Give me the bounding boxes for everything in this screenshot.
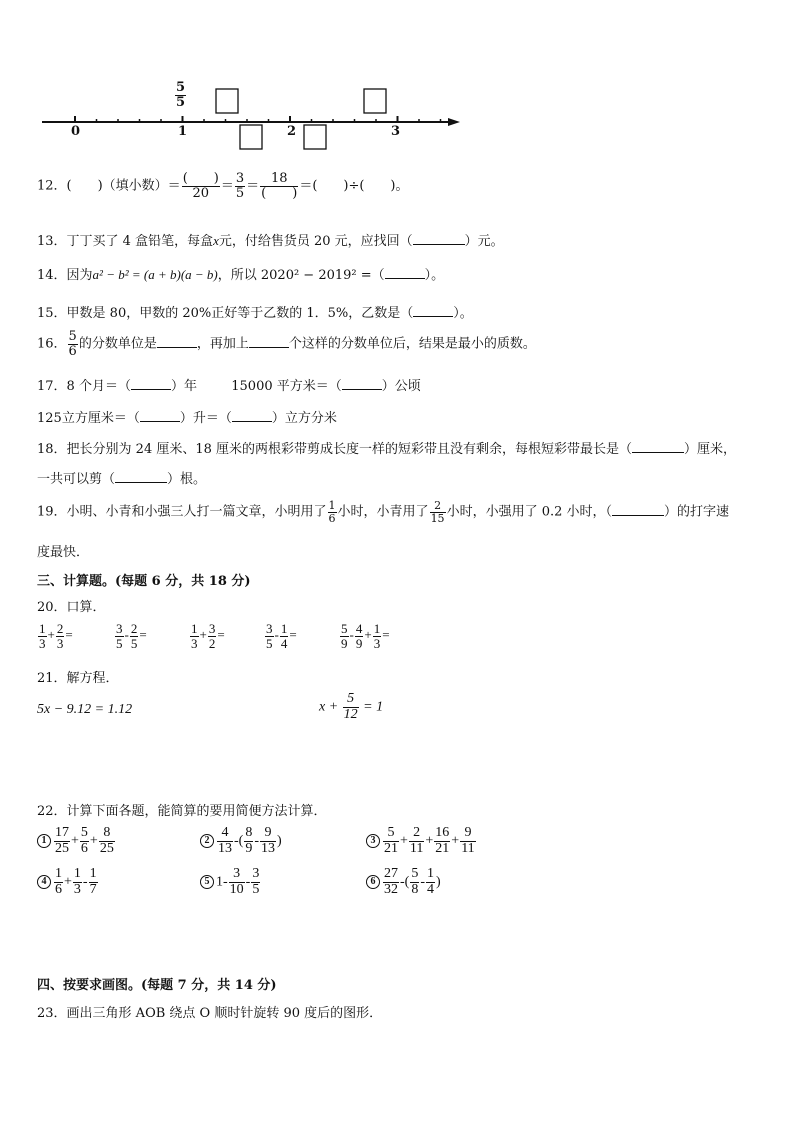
calc-4: 4 $\frac{1}{6}$ + $\frac{1}{3}$ - $\frac{1}{7}$ — [37, 867, 99, 897]
question-16: 16． $\frac{5}{6}$ 的分数单位是 ，再加上 个这样的分数单位后，结果是最小的质数。 — [37, 329, 536, 359]
question-17b: 125立方厘米＝（ ）升＝（ ）立方分米 — [37, 411, 337, 426]
tick-label-0: 0 — [71, 124, 81, 139]
calc-3: 3 $\frac{5}{21}$ + $\frac{2}{11}$ + $\frac{16}{21}$ + $\frac{9}{11}$ — [366, 826, 477, 856]
answer-blank[interactable] — [140, 409, 180, 422]
answer-blank[interactable] — [632, 440, 684, 453]
tick-label-2: 2 — [287, 124, 297, 139]
tick-label-1: 1 — [178, 124, 188, 139]
numberline-fraction: $\frac{5}{5}$ — [176, 80, 186, 110]
answer-blank[interactable] — [413, 304, 453, 317]
question-23-title: 23．画出三角形 AOB 绕点 O 顺时针旋转 90 度后的图形． — [37, 1006, 383, 1021]
oral-calc-5: $\frac{5}{9}$ - $\frac{4}{9}$ + $\frac{1}{3}$ = — [341, 621, 390, 651]
answer-blank[interactable] — [249, 335, 289, 348]
calc-2: 2 $\frac{4}{13}$ -( $\frac{8}{9}$ - $\frac{9}{13}$ ) — [200, 826, 282, 856]
oral-calc-2: $\frac{3}{5}$ - $\frac{2}{5}$ = — [116, 621, 147, 651]
question-15: 15．甲数是 80，甲数的 20%正好等于乙数的 1．5%，乙数是（ ）。 — [37, 306, 473, 321]
calc-6: 6 $\frac{27}{32}$ -( $\frac{5}{8}$ - $\frac{1}{4}$ ) — [366, 867, 441, 897]
oral-calc-4: $\frac{3}{5}$ - $\frac{1}{4}$ = — [266, 621, 297, 651]
question-19b: 度最快． — [37, 545, 90, 560]
answer-blank[interactable] — [157, 335, 197, 348]
answer-blank[interactable] — [413, 232, 465, 245]
oral-calc-3: $\frac{1}{3}$ + $\frac{3}{2}$ = — [191, 621, 225, 651]
answer-blank[interactable] — [342, 377, 382, 390]
tick-label-3: 3 — [391, 124, 401, 139]
number-line — [30, 75, 470, 155]
answer-blank[interactable] — [131, 377, 171, 390]
question-21-title: 21．解方程． — [37, 671, 119, 686]
question-20-title: 20．口算． — [37, 600, 106, 615]
answer-blank[interactable] — [612, 503, 664, 516]
question-13: 13．丁丁买了 4 盒铅笔，每盒x元，付给售货员 20 元，应找回（ ）元。 — [37, 233, 504, 249]
question-22-title: 22．计算下面各题，能简算的要用简便方法计算． — [37, 804, 327, 819]
question-18: 18．把长分别为 24 厘米、18 厘米的两根彩带剪成长度一样的短彩带且没有剩余，每根短彩带最长是（ ）厘米， — [37, 442, 737, 457]
section-3-title: 三、计算题。(每题 6 分，共 18 分) — [37, 574, 251, 589]
equation-1: 5x − 9.12 = 1.12 — [37, 702, 133, 717]
equation-2: x + $\frac{5}{12}$ = 1 — [319, 691, 384, 722]
question-12: 12．( )（填小数）＝ $\frac{( )}{20}$ ＝ $\frac{3}{5}$ ＝ $\frac{18}{( )}$ ＝( )÷( )。 — [37, 171, 409, 201]
question-14: 14．因为a² − b² = (a + b)(a − b)，所以 2020² − 2019² =（ ）。 — [37, 267, 445, 283]
question-19: 19．小明、小青和小强三人打一篇文章，小明用了 $\frac{1}{6}$ 小时，小青用了 $\frac{2}{15}$ 小时，小强用了 0.2 小时，（ ）的打字速 — [37, 499, 730, 525]
oral-calc-1: $\frac{1}{3}$ + $\frac{2}{3}$ = — [39, 621, 73, 651]
answer-blank[interactable] — [115, 470, 167, 483]
question-18b: 一共可以剪（ ）根。 — [37, 472, 207, 487]
answer-blank[interactable] — [232, 409, 272, 422]
answer-blank[interactable] — [385, 266, 425, 279]
calc-5: 5 1- $\frac{3}{10}$ - $\frac{3}{5}$ — [200, 867, 261, 897]
calc-1: 1 $\frac{17}{25}$ + $\frac{5}{6}$ + $\frac{8}{25}$ — [37, 826, 116, 856]
question-17: 17．8 个月＝（ ）年 15000 平方米＝（ ）公顷 — [37, 379, 421, 394]
section-4-title: 四、按要求画图。(每题 7 分，共 14 分) — [37, 978, 277, 993]
